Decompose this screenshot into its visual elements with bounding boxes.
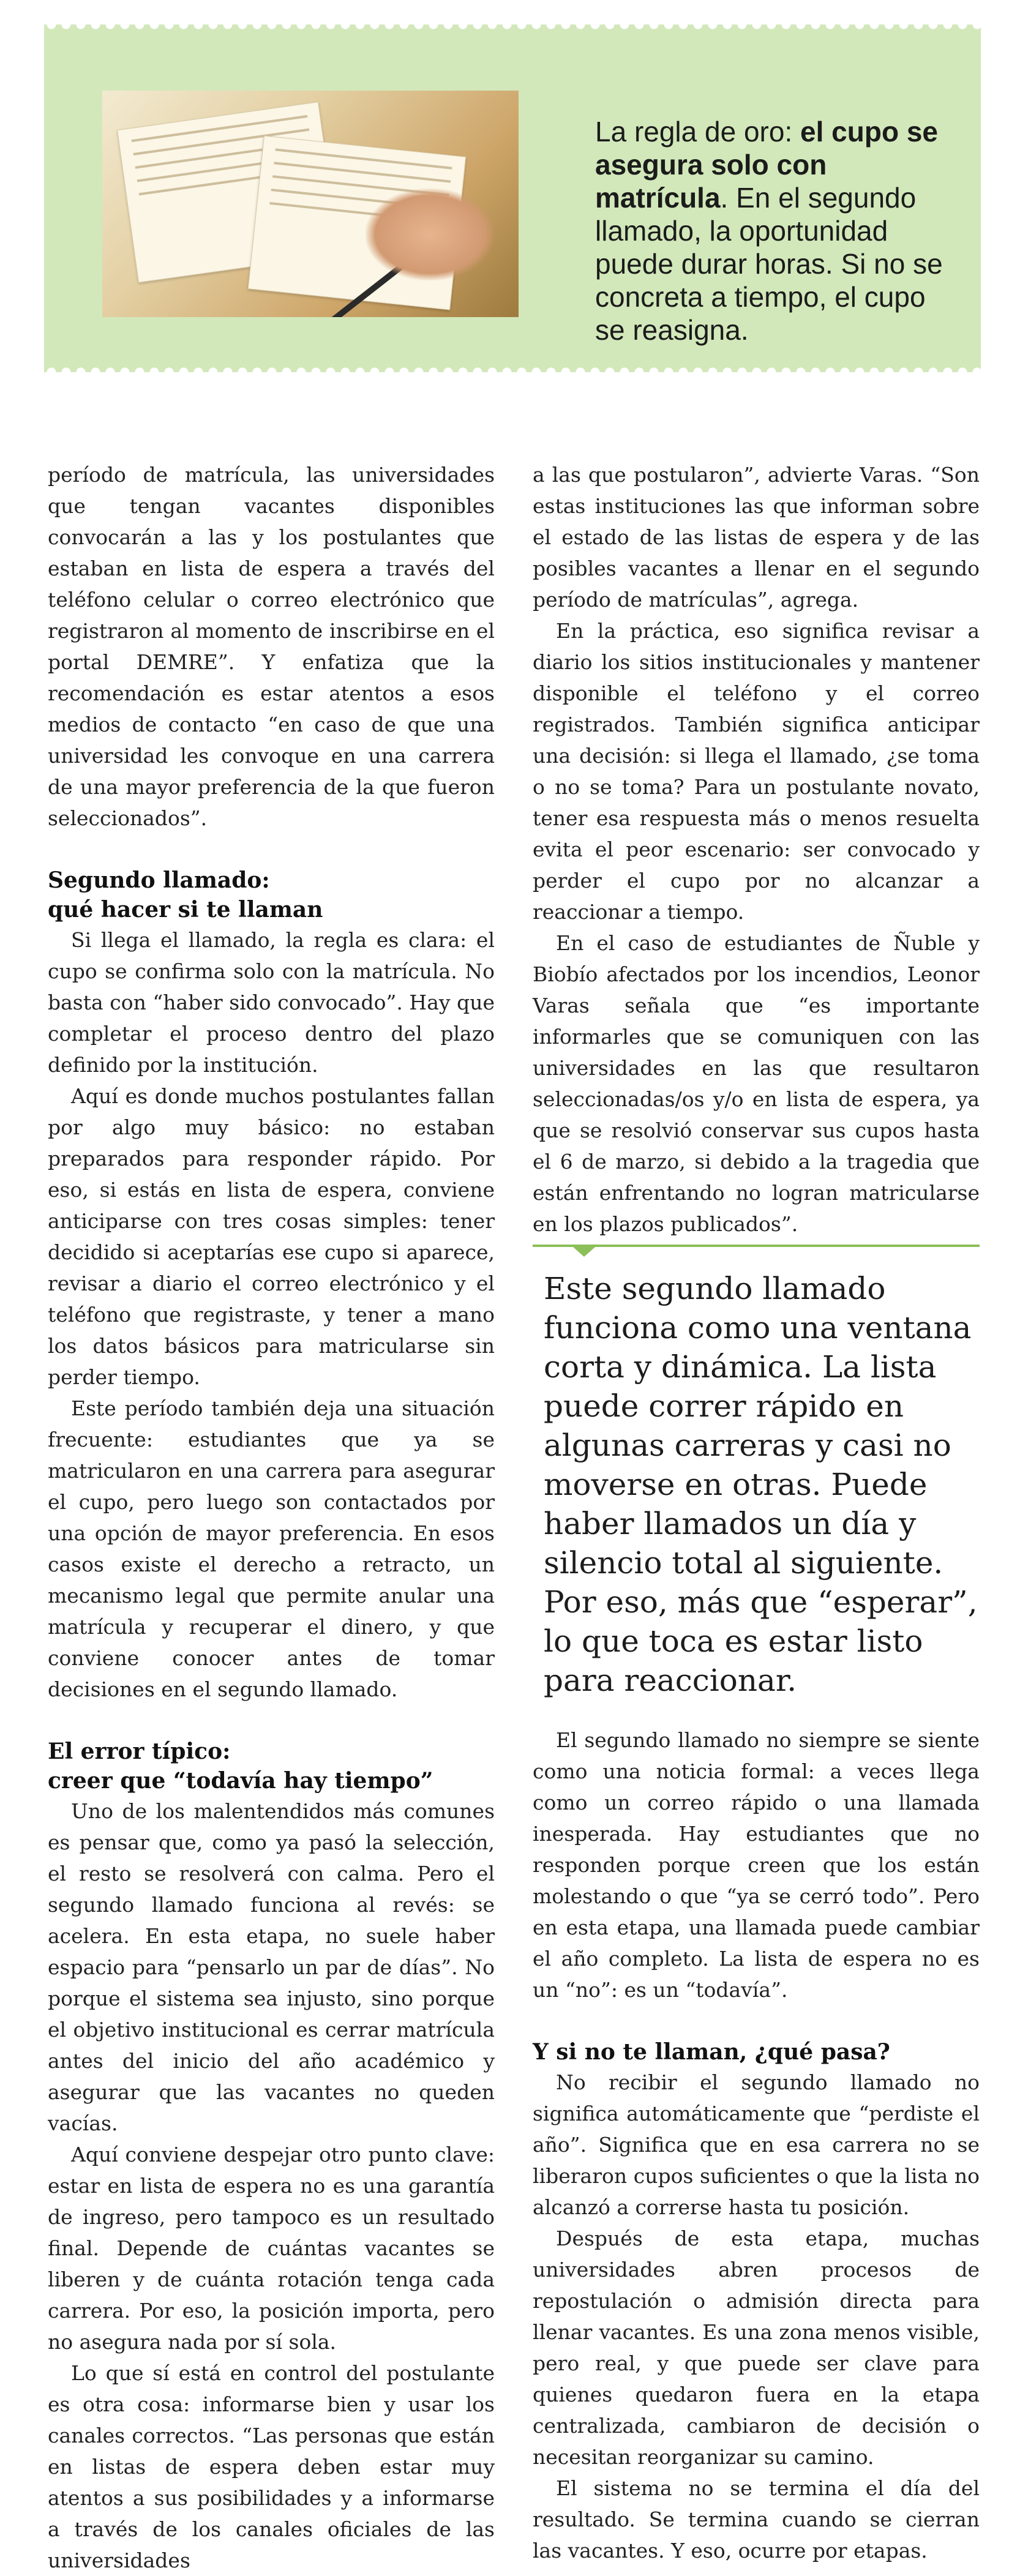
section-heading xyxy=(48,866,495,924)
paragraph: En el caso de estudiantes de Ñuble y Biobío afectados por los incendios, Leonor Varas señala que “es importante informarles que se comuniquen con las universidades en las que resultaron seleccionadas/os y/o en lista de espera, ya que se resolvió conservar sus cupos hasta el 6 de marzo, si debido a la tragedia que están enfrentando no logran matricularse en los plazos publicados”. xyxy=(533,931,980,1236)
paragraph: Este período también deja una situación frecuente: estudiantes que ya se matricularon en una carrera para asegurar el cupo, pero luego son contactados por una opción de mayor preferencia. En esos casos existe el derecho a retracto, un mecanismo legal que permite anular una matrícula y recuperar el dinero, y que conviene conocer antes de tomar decisiones en el segundo llamado. xyxy=(48,1396,495,1701)
paragraph: Lo que sí está en control del postulante es otra cosa: informarse bien y usar los canales correctos. “Las personas que están en listas de espera deben estar muy atentos a sus posibilidades y a informarse a través de los canales oficiales de las universidades xyxy=(48,2361,495,2572)
scalloped-edge xyxy=(44,18,981,31)
paragraph: período de matrícula, las universidades que tengan vacantes disponibles convocarán a las y los postulantes que estaban en lista de espera a través del teléfono celular o correo electrónico que registraron al momento de inscribirse en el portal DEMRE”. Y enfatiza que la recomendación es estar atentos a esos medios de contacto “en caso de que una universidad les convoque en una carrera de una mayor preferencia de la que fueron seleccionados”. xyxy=(48,463,495,830)
callout-rest: . En el segundo llamado, la oportunidad puede durar horas. Si no se concreta a tiempo, el cupo se reasigna. xyxy=(595,182,943,346)
right-column xyxy=(533,459,980,2566)
paragraph: No recibir el segundo llamado no significa automáticamente que “perdiste el año”. Significa que en esa carrera no se liberaron cupos suficientes o que la lista no alcanzó a correrse hasta tu posición. xyxy=(533,2070,980,2219)
pull-quote: Este segundo llamado funciona como una ventana corta y dinámica. La lista puede correr rápido en algunas carreras y casi no moverse en otras. Puede haber llamados un día y silencio total al siguiente. Por eso, más que “esperar”, lo que toca es estar listo para reaccionar. xyxy=(544,1271,978,1698)
paragraph: Aquí conviene despejar otro punto clave: estar en lista de espera no es una garantía de ingreso, pero tampoco es un resultado final. Depende de cuántas vacantes se liberen y de cuánta rotación tenga cada carrera. Por eso, la posición importa, pero no asegura nada por sí sola. xyxy=(48,2143,495,2354)
paragraph: a las que postularon”, advierte Varas. “Son estas instituciones las que informan sobre el estado de las listas de espera y de las posibles vacantes a llenar en el segundo período de matrículas”, agrega. xyxy=(533,463,980,612)
section-heading: Y si no te llaman, ¿qué pasa? xyxy=(533,2039,890,2065)
paragraph: Si llega el llamado, la regla es clara: el cupo se confirma solo con la matrícula. No basta con “haber sido convocado”. Hay que completar el proceso dentro del plazo definido por la institución. xyxy=(48,928,495,1077)
heading-line: qué hacer si te llaman xyxy=(48,897,323,923)
paragraph: Aquí es donde muchos postulantes fallan por algo muy básico: no estaban preparados para responder rápido. Por eso, si estás en lista de espera, conviene anticiparse con tres cosas simples: tener decidido si aceptarías ese cupo si aparece, revisar a diario el correo electrónico y el teléfono que registraste, y tener a mano los datos básicos para matricularse sin perder tiempo. xyxy=(48,1084,495,1389)
paragraph: El segundo llamado no siempre se siente como una noticia formal: a veces llega como un correo rápido o una llamada inesperada. Hay estudiantes que no responden porque creen que los están molestando o que “ya se cerró todo”. Pero en esta etapa, una llamada puede cambiar el año completo. La lista de espera no es un “no”: es un “todavía”. xyxy=(533,1728,980,2002)
quote-divider xyxy=(533,1245,980,1247)
signing-document-photo xyxy=(102,91,519,317)
callout-text xyxy=(595,115,950,346)
callout-box xyxy=(44,24,981,372)
scalloped-edge xyxy=(44,366,981,378)
section-heading xyxy=(48,1737,495,1795)
paragraph: Después de esta etapa, muchas universidades abren procesos de repostulación o admisión directa para llenar vacantes. Es una zona menos visible, pero real, y que puede ser clave para quienes quedaron fuera en la etapa centralizada, cambiaron de decisión o necesitan reorganizar su camino. xyxy=(533,2226,980,2469)
left-column xyxy=(48,459,495,2576)
heading-line: Segundo llamado: xyxy=(48,867,270,893)
paragraph: En la práctica, eso significa revisar a diario los sitios institucionales y mantener disponible el teléfono y el correo registrados. También significa anticipar una decisión: si llega el llamado, ¿se toma o no se toma? Para un postulante novato, tener esa respuesta más o menos resuelta evita el peor escenario: ser convocado y perder el cupo por no alcanzar a reaccionar a tiempo. xyxy=(533,619,980,924)
heading-line: creer que “todavía hay tiempo” xyxy=(48,1768,433,1794)
callout-bold: el cupo se asegura solo con matrícula xyxy=(595,116,938,214)
hand xyxy=(366,189,494,280)
callout-lead: La regla de oro: xyxy=(595,116,801,148)
paragraph: El sistema no se termina el día del resultado. Se termina cuando se cierran las vacantes. Y eso, ocurre por etapas. xyxy=(533,2476,980,2563)
divider-arrow xyxy=(573,1247,595,1257)
heading-line: El error típico: xyxy=(48,1739,231,1764)
paragraph: Uno de los malentendidos más comunes es pensar que, como ya pasó la selección, el resto se resolverá con calma. Pero el segundo llamado funciona al revés: se acelera. En esta etapa, no suele haber espacio para “pensarlo un par de días”. No porque el sistema sea injusto, sino porque el objetivo institucional es cerrar matrícula antes del inicio del año académico y asegurar que las vacantes no queden vacías. xyxy=(48,1799,495,2135)
